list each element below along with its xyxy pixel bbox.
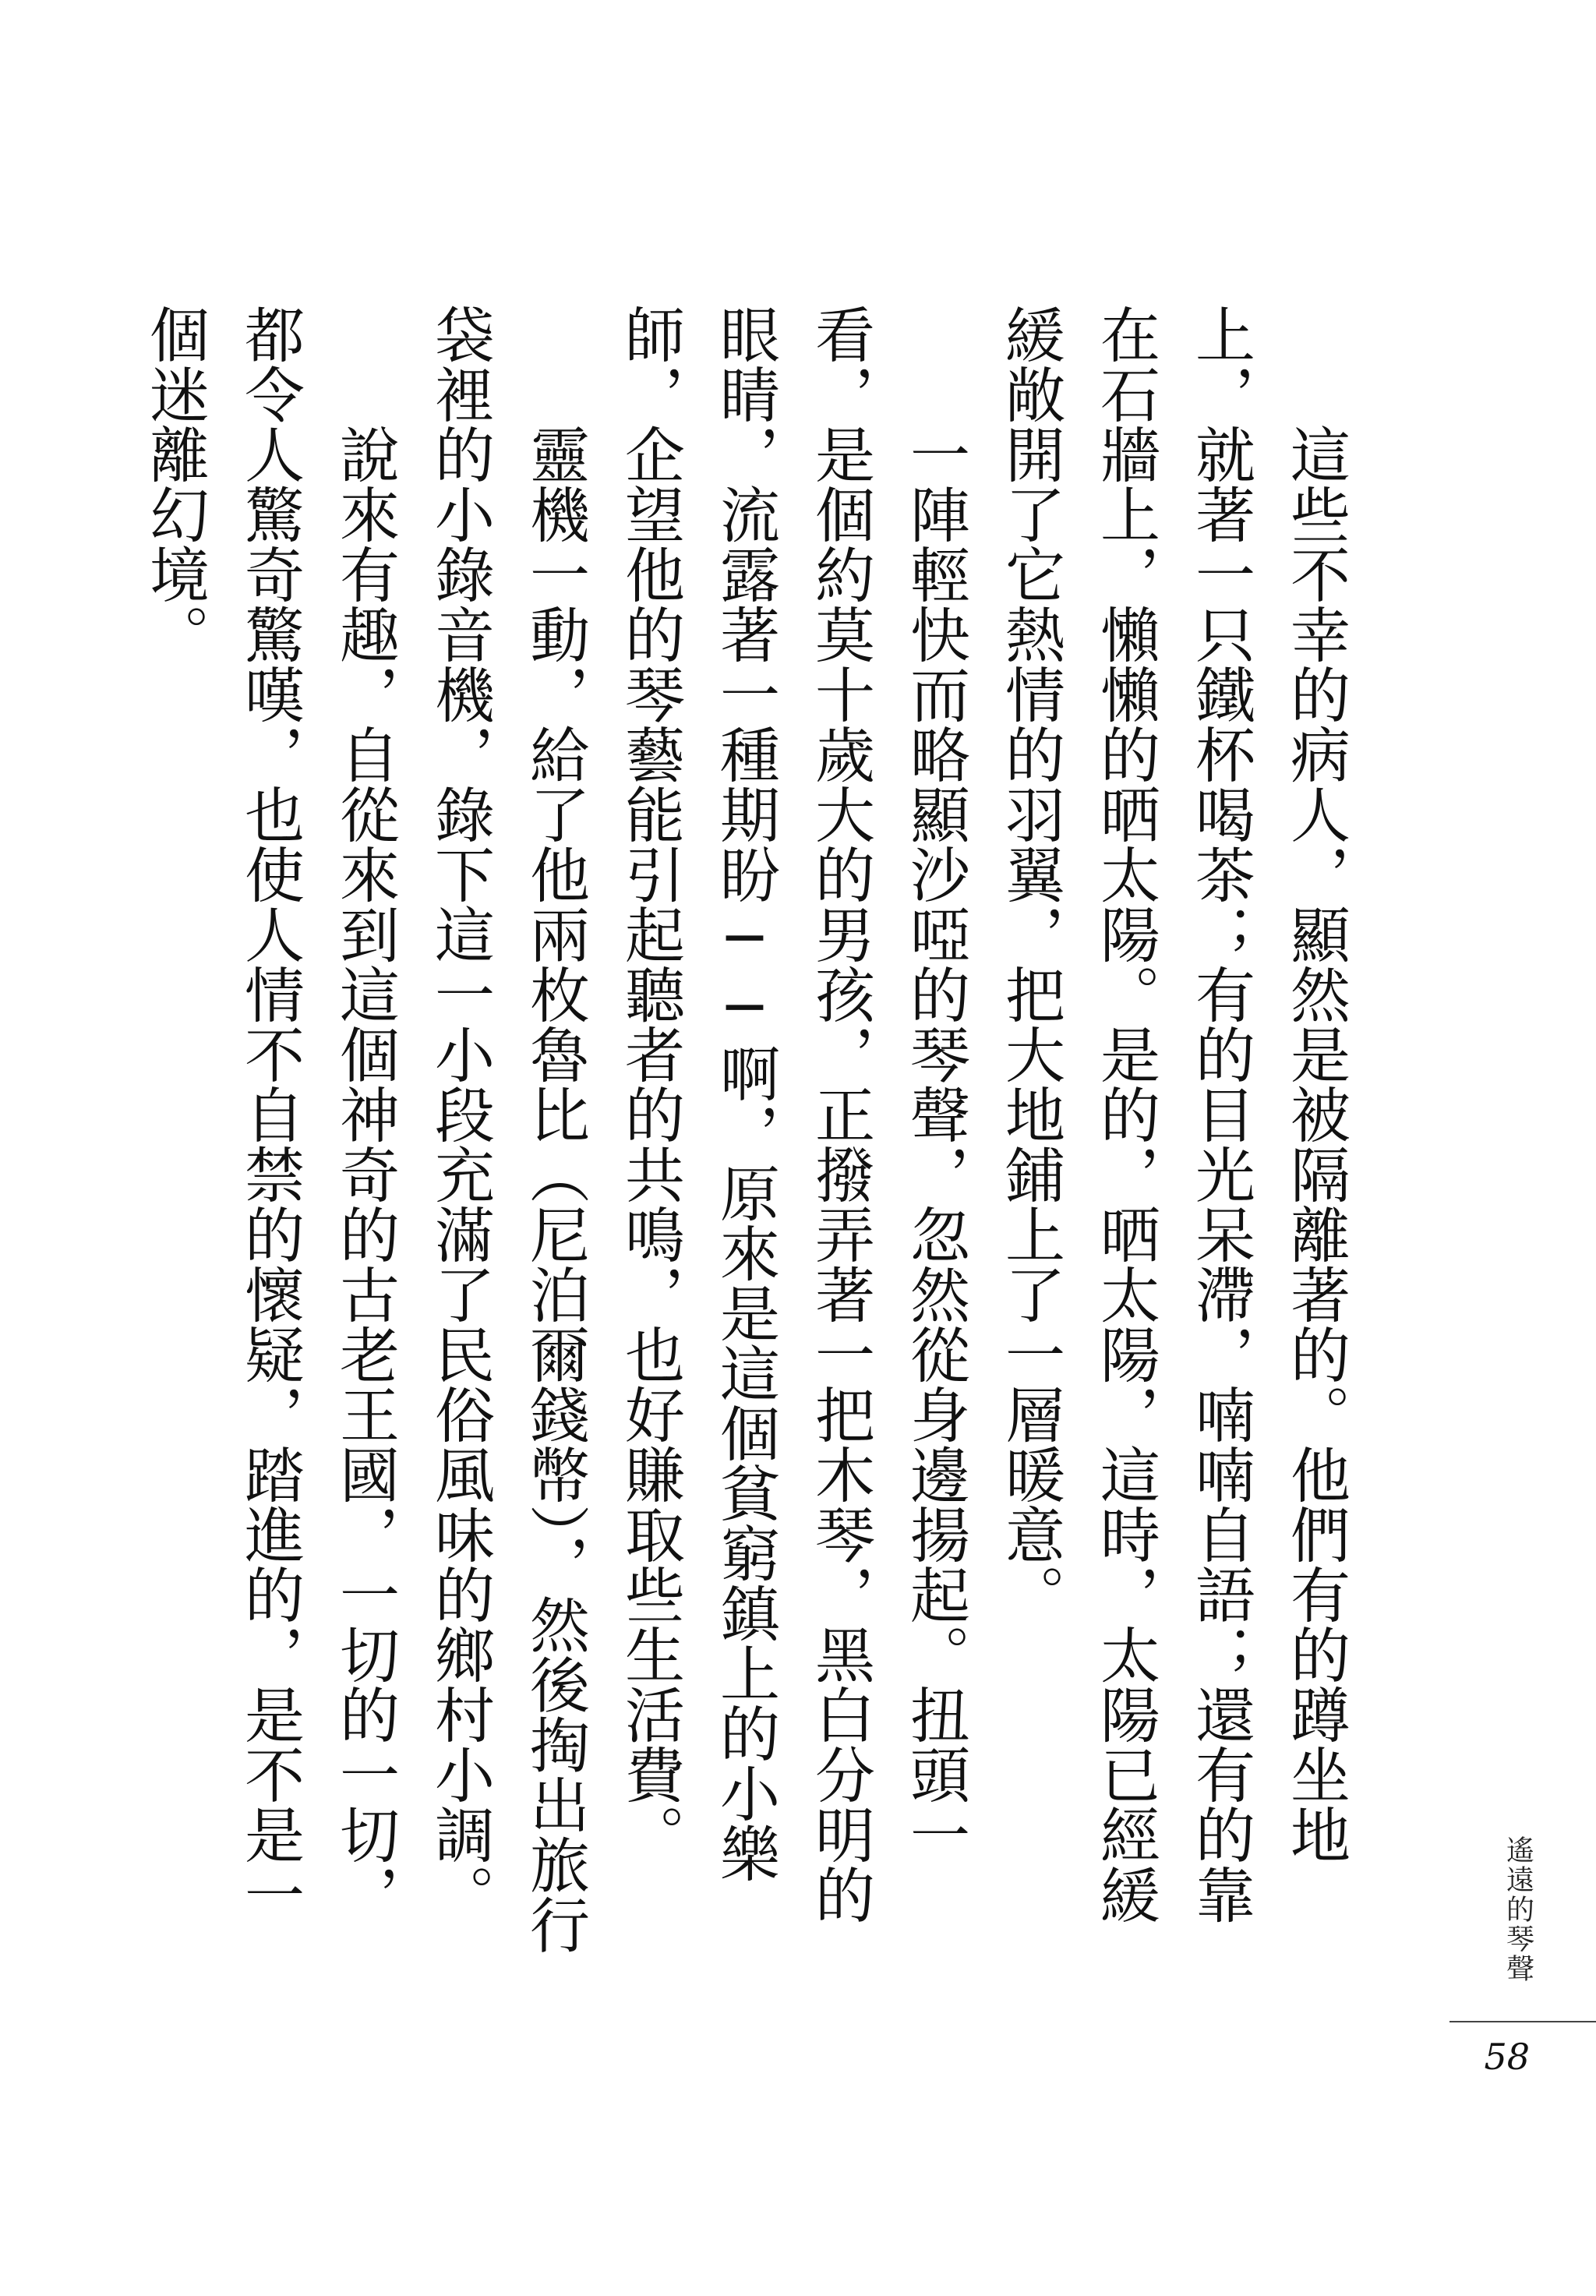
body-text bbox=[139, 304, 1362, 1972]
paragraph: 一陣輕快而略顯沙啞的琴聲，忽然從身邊揚起。扭頭一看，是個約莫十歲大的男孩，正撥弄著一把木琴，黑白分明的眼睛，流露著一種期盼──啊，原來是這個貧窮鎮上的小樂師，企望他的琴藝能引起聽者的共鳴，也好賺取些生活費。 bbox=[615, 304, 969, 1924]
paragraph: 靈機一動，給了他兩枚魯比（尼泊爾錢幣），然後掏出旅行袋裡的小錄音機，錄下這一小段充滿了民俗風味的鄉村小調。 bbox=[425, 304, 589, 1955]
paragraph: 說來有趣，自從來到這個神奇的古老王國，一切的一切，都令人驚奇驚嘆，也使人情不自禁的懷疑，踏進的，是不是一個迷離幻境。 bbox=[139, 304, 399, 1924]
page-number: 58 bbox=[1484, 2036, 1530, 2078]
running-header bbox=[1487, 1835, 1549, 1991]
paragraph: 這些不幸的病人，顯然是被隔離著的。他們有的蹲坐地上，就著一只鐵杯喝茶；有的目光呆滯，喃喃自語；還有的靠在石牆上，懶懶的晒太陽。是的，晒太陽，這時，太陽已經緩緩敞開了它熱情的羽翼，把大地鋪上了一層暖意。 bbox=[995, 304, 1350, 1924]
header-divider bbox=[1449, 2021, 1596, 2022]
book-title: 遙遠的琴聲 bbox=[1502, 1835, 1534, 1983]
